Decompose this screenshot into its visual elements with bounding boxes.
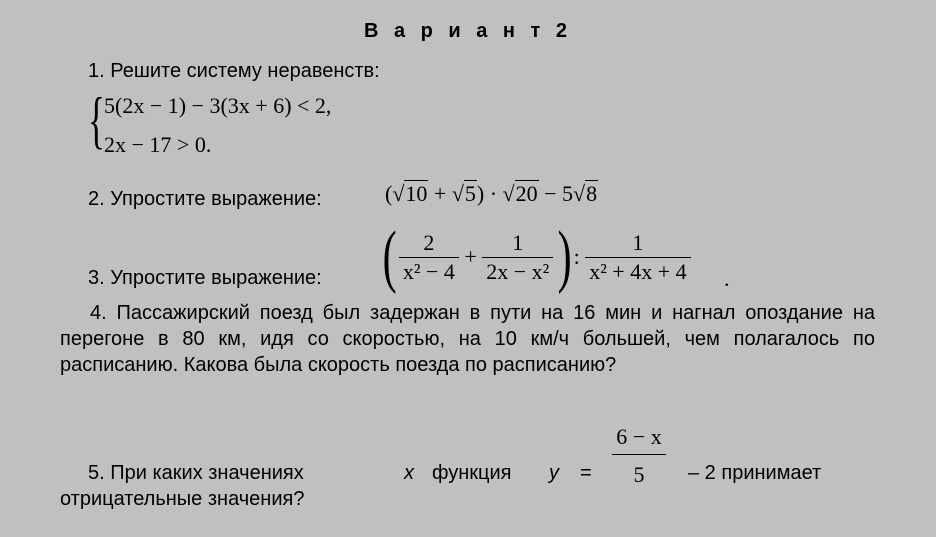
task5-var-x: x xyxy=(404,462,414,484)
task5-text-2: функция xyxy=(432,462,512,484)
task2-label: 2. Упростите выражение: xyxy=(88,188,322,210)
task1-inequality-1: 5(2x − 1) − 3(3x + 6) < 2, xyxy=(104,93,332,118)
task1-label: 1. Решите систему неравенств: xyxy=(88,60,380,82)
fraction-3: $\frac{1}{\text{x² + 4x + 4}}$ xyxy=(585,229,690,286)
fraction-1: $\frac{2}{\text{x² − 4}}$ xyxy=(399,229,459,286)
task5-fraction-numerator: 6 − x xyxy=(612,424,666,455)
task5-fraction-denominator: 5 xyxy=(633,462,645,487)
task3-period: . xyxy=(724,266,730,291)
task5-text-4: отрицательные значения? xyxy=(60,488,305,510)
task5-text-1: 5. При каких значениях xyxy=(88,462,304,484)
fraction-2: $\frac{1}{\text{2x − x²}}$ xyxy=(482,229,553,286)
task5-equals: = xyxy=(580,462,592,484)
task3-label: 3. Упростите выражение: xyxy=(88,267,322,289)
task4-text: 4. Пассажирский поезд был задержан в пути на 16 мин и нагнал опоздание на перегоне в 80 км, идя со скоростью, на 10 км/ч большей, чем полагалось по расписанию. Какова была скорость поезда по расписанию? xyxy=(60,302,875,376)
task2-expression: (√10 + √5) · √20 − 5√8 xyxy=(385,181,598,206)
page-title: В а р и а н т 2 xyxy=(363,20,573,42)
task5-var-y: y xyxy=(549,462,559,484)
task5-text-3: – 2 принимает xyxy=(688,462,822,484)
task1-inequality-2: 2x − 17 > 0. xyxy=(104,132,212,157)
task3-expression: ( $\frac{2}{\text{x² − 4}}$ + $\frac{1}{\text{2x − x²}}$ ) : $\frac{1}{\text{x² + 4x + 4}}$ xyxy=(378,222,691,292)
system-brace: { xyxy=(88,84,105,155)
